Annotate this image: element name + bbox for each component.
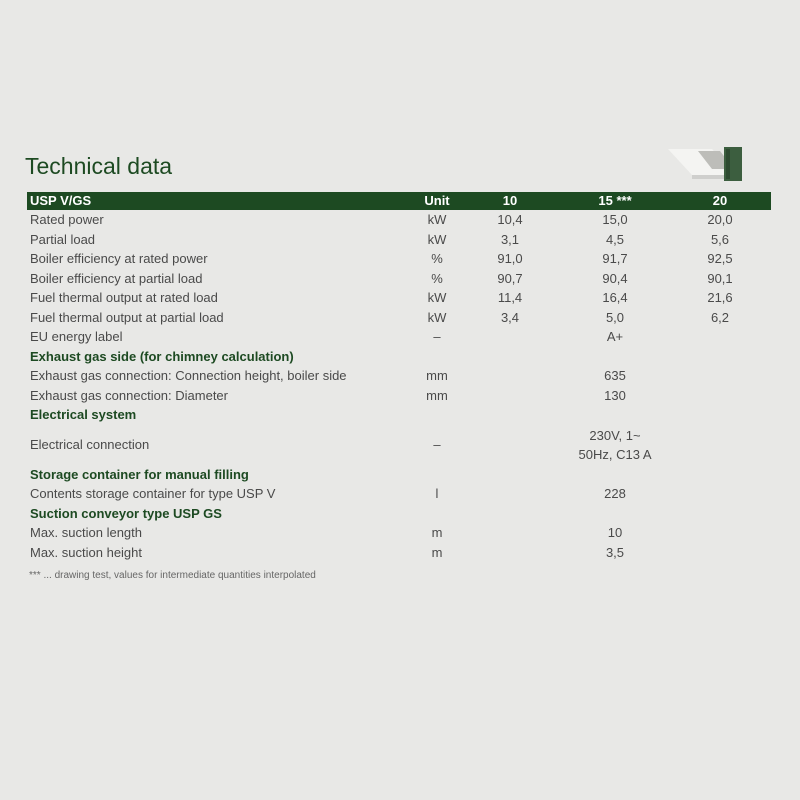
row-value-20: 90,1 bbox=[707, 270, 733, 286]
row-value-15: 5,0 bbox=[605, 309, 625, 325]
row-unit: kW bbox=[427, 309, 447, 325]
section-title: Exhaust gas side (for chimney calculation) bbox=[30, 348, 294, 364]
header-col-15: 15 *** bbox=[598, 193, 632, 208]
row-label: Max. suction height bbox=[30, 544, 143, 560]
row-label: Fuel thermal output at rated load bbox=[30, 290, 218, 305]
table-row bbox=[27, 327, 771, 347]
row-unit: kW bbox=[427, 290, 447, 305]
table-row bbox=[27, 230, 771, 250]
row-value-10: 10,4 bbox=[497, 212, 523, 227]
row-value-10: 3,1 bbox=[500, 231, 520, 247]
row-value-20: 21,6 bbox=[707, 290, 733, 305]
row-label: Exhaust gas connection: Connection height, boiler side bbox=[30, 368, 347, 383]
row-label: EU energy label bbox=[30, 329, 123, 344]
row-value: 10 bbox=[607, 525, 623, 540]
row-value-15: 90,4 bbox=[602, 270, 628, 286]
section-heading bbox=[27, 504, 771, 524]
row-label: Boiler efficiency at partial load bbox=[30, 270, 203, 286]
row-value-10: 3,4 bbox=[500, 309, 520, 325]
boiler-product-image bbox=[668, 145, 744, 185]
table-row bbox=[27, 269, 771, 289]
row-value-15: 15,0 bbox=[602, 212, 628, 227]
row-label: Exhaust gas connection: Diameter bbox=[30, 387, 228, 403]
header-unit: Unit bbox=[424, 193, 450, 208]
row-value: 130 bbox=[604, 387, 626, 403]
row-value-10: 90,7 bbox=[497, 270, 523, 286]
table-row bbox=[27, 308, 771, 328]
row-value-20: 92,5 bbox=[707, 251, 733, 266]
row-label: Fuel thermal output at partial load bbox=[30, 309, 224, 325]
row-value-20: 20,0 bbox=[707, 212, 733, 227]
table-row bbox=[27, 425, 771, 465]
footnote: *** ... drawing test, values for intermediate quantities interpolated bbox=[29, 570, 316, 581]
header-model: USP V/GS bbox=[30, 193, 92, 208]
row-unit: – bbox=[433, 329, 441, 344]
row-value-10: 11,4 bbox=[497, 290, 523, 305]
section-title: Storage container for manual filling bbox=[30, 466, 249, 482]
row-label: Electrical connection bbox=[30, 436, 150, 452]
row-value: A+ bbox=[606, 329, 624, 344]
table-row bbox=[27, 249, 771, 269]
header-col-20: 20 bbox=[712, 193, 728, 208]
section-title: Suction conveyor type USP GS bbox=[30, 505, 222, 521]
row-unit: mm bbox=[426, 387, 448, 403]
row-value-10: 91,0 bbox=[497, 251, 523, 266]
row-value-line2: 50Hz, C13 A bbox=[578, 446, 652, 462]
row-label: Max. suction length bbox=[30, 525, 143, 540]
row-unit: kW bbox=[427, 212, 447, 227]
section-title: Electrical system bbox=[30, 407, 137, 422]
row-unit: kW bbox=[427, 231, 447, 247]
table-header bbox=[27, 192, 771, 210]
row-value: 635 bbox=[604, 368, 626, 383]
table-row bbox=[27, 386, 771, 406]
table-row bbox=[27, 523, 771, 543]
row-unit: l bbox=[435, 486, 439, 501]
row-label: Boiler efficiency at rated power bbox=[30, 251, 208, 266]
row-label: Partial load bbox=[30, 231, 96, 247]
row-unit: m bbox=[431, 544, 443, 560]
technical-data-table bbox=[27, 192, 771, 562]
row-value-20: 6,2 bbox=[710, 309, 730, 325]
row-unit: – bbox=[433, 436, 441, 452]
table-row bbox=[27, 543, 771, 563]
row-label: Contents storage container for type USP V bbox=[30, 486, 276, 501]
section-heading bbox=[27, 347, 771, 367]
page-title: Technical data bbox=[25, 153, 173, 179]
row-value bbox=[570, 426, 660, 464]
section-heading bbox=[27, 405, 771, 425]
table-row bbox=[27, 288, 771, 308]
row-value-15: 91,7 bbox=[602, 251, 628, 266]
row-value-line1: 230V, 1~ bbox=[589, 427, 641, 443]
row-value: 228 bbox=[604, 486, 626, 501]
row-value-20: 5,6 bbox=[710, 231, 730, 247]
row-value: 3,5 bbox=[605, 544, 625, 560]
row-unit: % bbox=[431, 270, 443, 286]
section-heading bbox=[27, 465, 771, 485]
row-value-15: 16,4 bbox=[602, 290, 628, 305]
table-row bbox=[27, 366, 771, 386]
header-col-10: 10 bbox=[502, 193, 518, 208]
row-unit: % bbox=[431, 251, 443, 266]
row-label: Rated power bbox=[30, 212, 104, 227]
table-row bbox=[27, 484, 771, 504]
table-row bbox=[27, 210, 771, 230]
row-unit: m bbox=[431, 525, 443, 540]
row-value-15: 4,5 bbox=[605, 231, 625, 247]
row-unit: mm bbox=[426, 368, 448, 383]
